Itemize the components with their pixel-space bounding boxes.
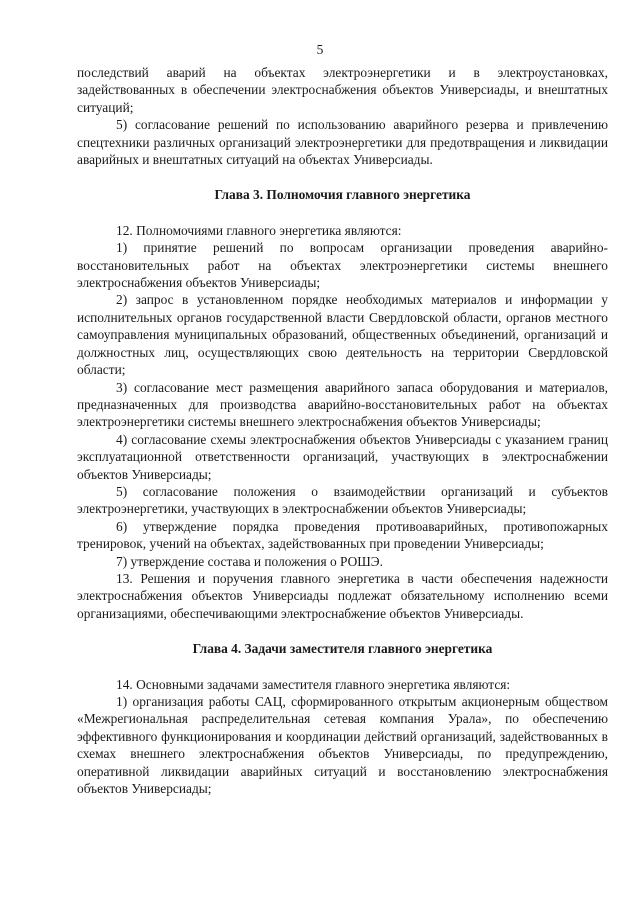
paragraph-12-item-4: 4) согласование схемы электроснабжения объектов Универсиады с указанием границ эксплуатационной ответственности организаций, участвующих в электроснабжении объектов Универсиады;	[77, 431, 608, 482]
paragraph-12-item-3: 3) согласование мест размещения аварийного запаса оборудования и материалов, предназначенных для производства аварийно-восстановительных работ на объектах электроэнергетики системы внешнего электроснабжения объектов Универсиады;	[77, 379, 608, 430]
paragraph-14-item-1: 1) организация работы САЦ, сформированного открытым акционерным обществом «Межрегиональная распределительная сетевая компания Урала», по обеспечению эффективного функционирования и координации действий организаций, задействованных в схемах внешнего электроснабжения объектов Универсиады, по предупреждению, оперативной ликвидации аварийных ситуаций и восстановлению электроснабжения объектов Универсиады;	[77, 694, 608, 797]
paragraph-12-item-2: 2) запрос в установленном порядке необходимых материалов и информации у исполнительных органов государственной власти Свердловской области, органов местного самоуправления муниципальных образований, общественных объединений, организаций и должностных лиц, осуществляющих свою деятельность на территории Свердловской области;	[77, 292, 608, 378]
chapter-3-heading: Глава 3. Полномочия главного энергетика	[214, 187, 471, 203]
chapter-4-heading: Глава 4. Задачи заместителя главного энергетика	[192, 641, 493, 657]
paragraph-13: 13. Решения и поручения главного энергетика в части обеспечения надежности электроснабжения объектов Универсиады подлежат обязательному исполнению всеми организациями, обеспечивающими электроснабжение объектов Универсиады.	[77, 570, 608, 621]
spacer	[77, 168, 608, 186]
paragraph-12-item-6: 6) утверждение порядка проведения противоаварийных, противопожарных тренировок, учений на объектах, задействованных при проведении Универсиады;	[77, 518, 608, 552]
paragraph-14: 14. Основными задачами заместителя главного энергетика являются:	[116, 676, 511, 692]
document-body	[77, 64, 608, 797]
paragraph-12-item-7: 7) утверждение состава и положения о РОШЭ.	[116, 553, 383, 569]
paragraph-12: 12. Полномочиями главного энергетика являются:	[116, 222, 402, 238]
paragraph-12-item-1: 1) принятие решений по вопросам организации проведения аварийно-восстановительных работ на объектах электроэнергетики системы внешнего электроснабжения объектов Универсиады;	[77, 240, 608, 291]
spacer	[77, 658, 608, 676]
paragraph-continuation: последствий аварий на объектах электроэнергетики и в электроустановках, задействованных в обеспечении электроснабжения объектов Универсиады, и внештатных ситуаций;	[77, 65, 608, 115]
paragraph-12-item-5: 5) согласование положения о взаимодействии организаций и субъектов электроэнергетики, участвующих в электроснабжении объектов Универсиады;	[77, 483, 608, 517]
page-number: 5	[316, 42, 324, 57]
spacer	[77, 622, 608, 640]
spacer	[77, 204, 608, 222]
paragraph-item-5: 5) согласование решений по использованию аварийного резерва и привлечению спецтехники различных организаций электроэнергетики для предотвращения и ликвидации аварийных и внештатных ситуаций на объектах Универсиады.	[77, 117, 608, 168]
